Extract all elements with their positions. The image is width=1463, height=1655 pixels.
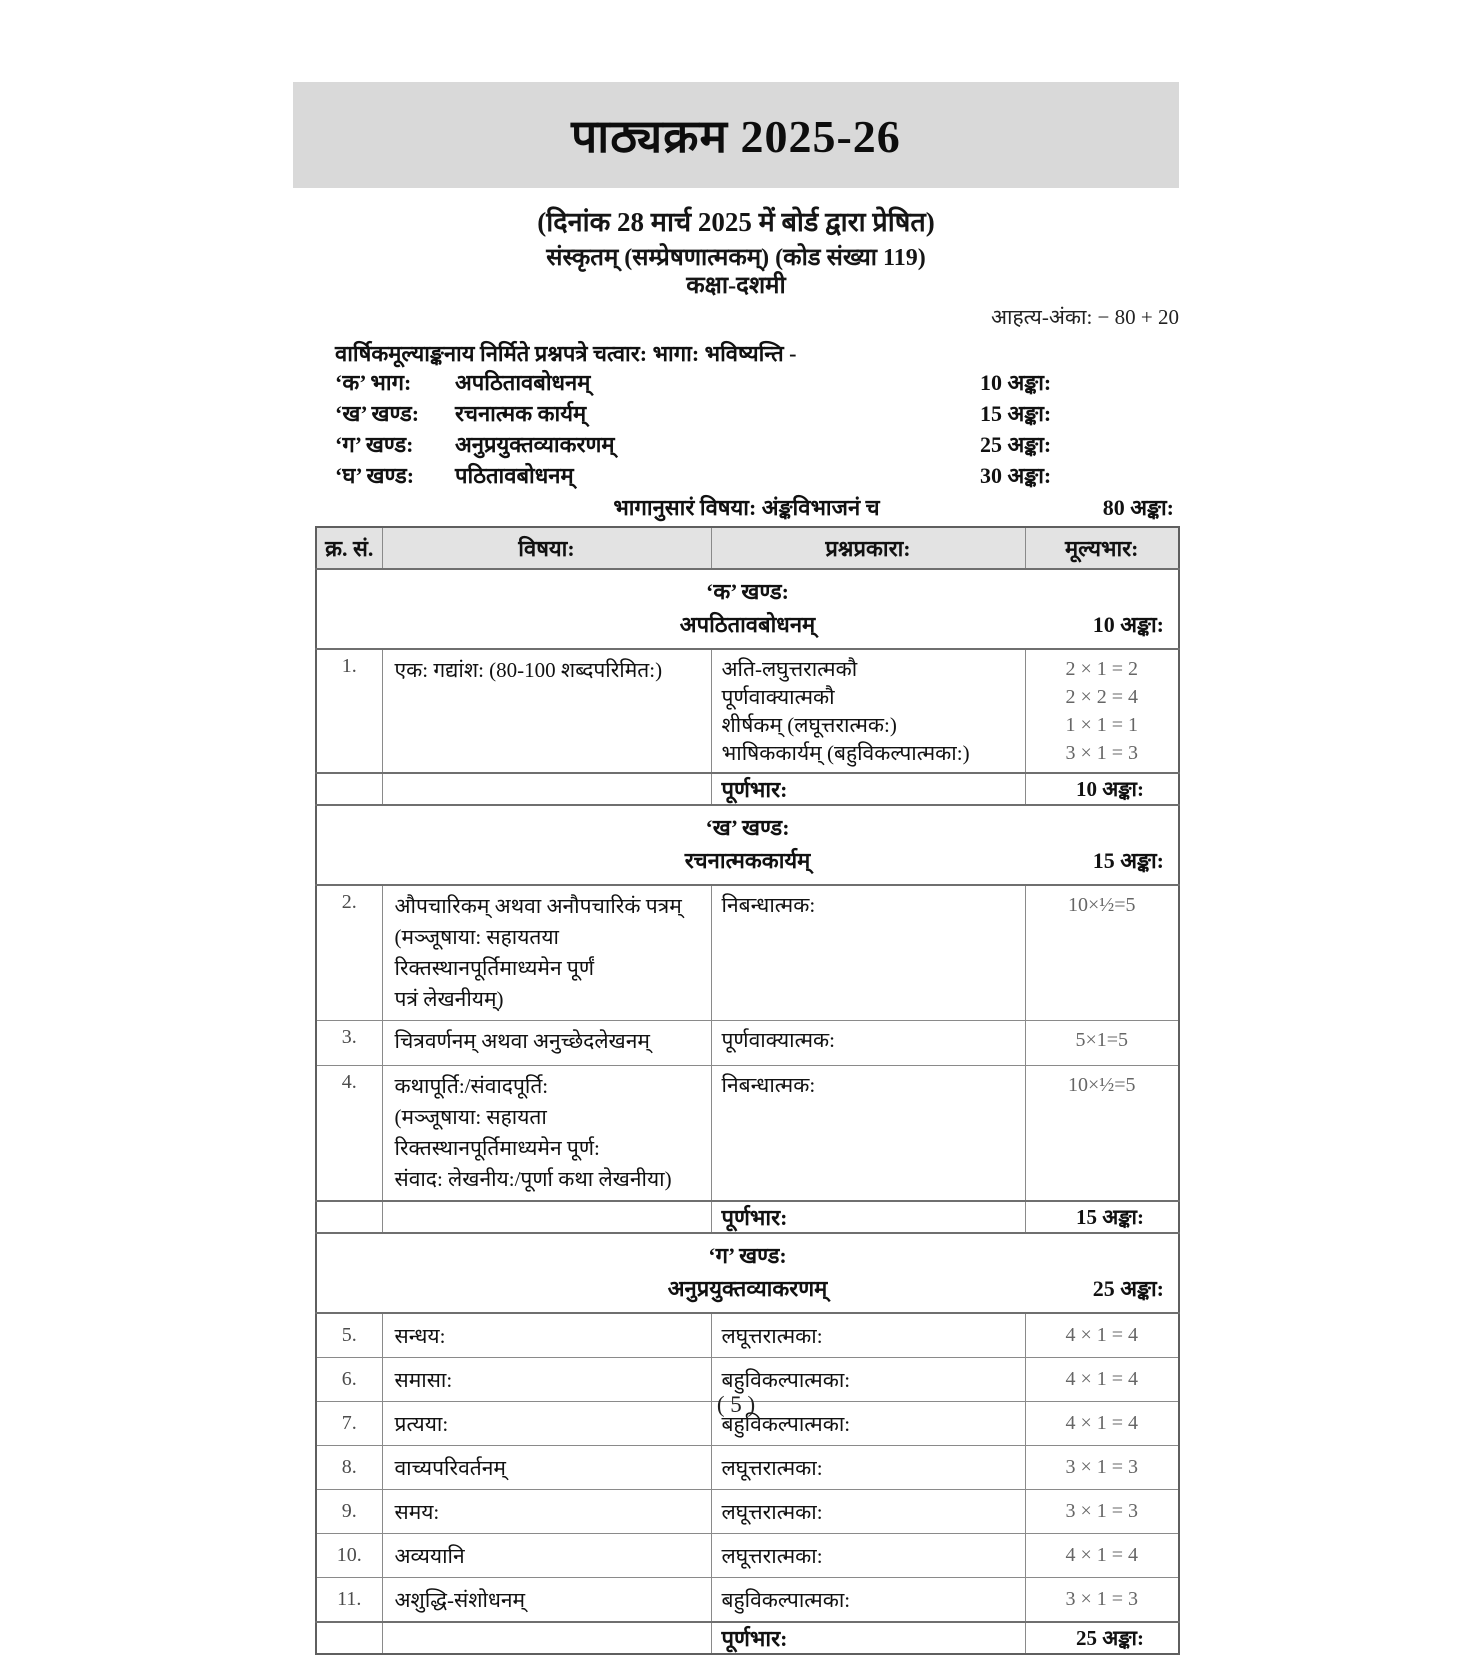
section-title: ‘ख’ खण्ड: bbox=[705, 815, 790, 840]
question-type-cell bbox=[711, 649, 1025, 773]
marks-cell bbox=[1025, 885, 1179, 1021]
serial-cell: 5. bbox=[316, 1313, 382, 1358]
total-label: पूर्णभार: bbox=[711, 1201, 1025, 1233]
total-row bbox=[316, 773, 1179, 805]
section-subtitle: अनुप्रयुक्तव्याकरणम् bbox=[667, 1276, 828, 1301]
topic-cell bbox=[382, 1066, 711, 1202]
parts-list-item bbox=[335, 366, 1181, 397]
section-cell bbox=[316, 805, 1179, 885]
serial-cell: 11. bbox=[316, 1578, 382, 1623]
question-type-line: अति-लघुत्तरात्मकौ bbox=[721, 657, 858, 681]
parts-list bbox=[335, 366, 1181, 490]
total-label: पूर्णभार: bbox=[711, 1622, 1025, 1654]
serial-cell: 10. bbox=[316, 1534, 382, 1578]
section-subtitle-line bbox=[317, 844, 1178, 877]
question-type-line: निबन्धात्मक: bbox=[721, 1073, 816, 1097]
table-row bbox=[316, 1313, 1179, 1358]
col-header-topic: विषया: bbox=[382, 527, 711, 569]
section-subtitle: रचनात्मककार्यम् bbox=[684, 848, 811, 873]
topic-line: कथापूर्ति:/संवादपूर्ति: bbox=[394, 1074, 549, 1098]
part-name: अनुप्रयुक्तव्याकरणम् bbox=[455, 431, 615, 457]
question-type-cell: लघूत्तरात्मका: bbox=[711, 1446, 1025, 1490]
section-cell bbox=[316, 1233, 1179, 1313]
topic-cell: अशुद्धि-संशोधनम् bbox=[382, 1578, 711, 1623]
board-sent-line: (दिनांक 28 मार्च 2025 में बोर्ड द्वारा प्रेषित) bbox=[537, 207, 935, 237]
empty-cell bbox=[316, 1622, 382, 1654]
marks-cell: 3 × 1 = 3 bbox=[1025, 1490, 1179, 1534]
part-marks: 30 अङ्का: bbox=[980, 462, 1052, 488]
part-key: ‘घ’ खण्ड: bbox=[335, 462, 415, 488]
marks-cell: 4 × 1 = 4 bbox=[1025, 1402, 1179, 1446]
topic-line: पत्रं लेखनीयम्) bbox=[394, 987, 504, 1011]
empty-cell bbox=[382, 1622, 711, 1654]
table-row bbox=[316, 1021, 1179, 1066]
topic-cell: अव्ययानि bbox=[382, 1534, 711, 1578]
section-cell bbox=[316, 569, 1179, 649]
marks-line: 1 × 1 = 1 bbox=[1065, 714, 1139, 736]
section-title: ‘क’ खण्ड: bbox=[706, 579, 789, 604]
topic-cell bbox=[382, 1021, 711, 1066]
page-number: ( 5 ) bbox=[716, 1392, 756, 1417]
question-type-cell: बहुविकल्पात्मका: bbox=[711, 1578, 1025, 1623]
topic-cell: समासा: bbox=[382, 1358, 711, 1402]
question-type-cell: लघूत्तरात्मका: bbox=[711, 1313, 1025, 1358]
serial-cell: 7. bbox=[316, 1402, 382, 1446]
parts-list-item bbox=[335, 397, 1181, 428]
marks-line: 10×½=5 bbox=[1067, 894, 1136, 916]
table-row bbox=[316, 649, 1179, 773]
marks-cell: 4 × 1 = 4 bbox=[1025, 1358, 1179, 1402]
marks-line: 5×1=5 bbox=[1075, 1029, 1129, 1051]
topic-cell: सन्धय: bbox=[382, 1313, 711, 1358]
topic-cell: वाच्यपरिवर्तनम् bbox=[382, 1446, 711, 1490]
part-key: ‘ख’ खण्ड: bbox=[335, 400, 420, 426]
topic-line: चित्रवर्णनम् अथवा अनुच्छेदलेखनम् bbox=[394, 1029, 650, 1053]
empty-cell bbox=[316, 773, 382, 805]
question-type-line: पूर्णवाक्यात्मकौ bbox=[721, 685, 835, 709]
table-row bbox=[316, 1578, 1179, 1623]
question-type-line: निबन्धात्मक: bbox=[721, 893, 816, 917]
serial-cell: 2. bbox=[316, 885, 382, 1021]
empty-cell bbox=[382, 1201, 711, 1233]
question-type-cell bbox=[711, 885, 1025, 1021]
table-caption bbox=[315, 492, 1178, 522]
empty-cell bbox=[316, 1201, 382, 1233]
page-title: पाठ्यक्रम 2025-26 bbox=[571, 111, 901, 162]
topic-line: एक: गद्यांश: (80-100 शब्दपरिमित:) bbox=[394, 658, 663, 682]
section-subtitle-line bbox=[317, 1272, 1178, 1305]
topic-cell: प्रत्यया: bbox=[382, 1402, 711, 1446]
marks-cell bbox=[1025, 1021, 1179, 1066]
section-subtitle: अपठितावबोधनम् bbox=[679, 612, 816, 637]
marks-cell bbox=[1025, 649, 1179, 773]
part-marks: 25 अङ्का: bbox=[980, 431, 1052, 457]
table-row bbox=[316, 1534, 1179, 1578]
total-label: पूर्णभार: bbox=[711, 773, 1025, 805]
parts-list-item bbox=[335, 428, 1181, 459]
marks-cell: 4 × 1 = 4 bbox=[1025, 1534, 1179, 1578]
part-marks: 10 अङ्का: bbox=[980, 369, 1052, 395]
total-row bbox=[316, 1622, 1179, 1654]
total-marks: 10 अङ्का: bbox=[1025, 773, 1179, 805]
question-type-line: भाषिककार्यम् (बहुविकल्पात्मका:) bbox=[721, 741, 970, 765]
serial-cell: 8. bbox=[316, 1446, 382, 1490]
marks-cell: 3 × 1 = 3 bbox=[1025, 1446, 1179, 1490]
topic-cell bbox=[382, 885, 711, 1021]
question-type-cell: बहुविकल्पात्मका: bbox=[711, 1358, 1025, 1402]
topic-line: औपचारिकम् अथवा अनौपचारिकं पत्रम् bbox=[394, 894, 682, 918]
marks-distribution-table bbox=[315, 526, 1180, 1655]
intro-line: वार्षिकमूल्याङ्कनाय निर्मिते प्रश्नपत्रे चत्वार: भागा: भविष्यन्ति - bbox=[335, 341, 797, 366]
marks-line: 2 × 1 = 2 bbox=[1065, 658, 1139, 680]
section-row-ka bbox=[316, 569, 1179, 649]
serial-cell: 1. bbox=[316, 649, 382, 773]
question-type-cell: लघूत्तरात्मका: bbox=[711, 1534, 1025, 1578]
section-marks: 10 अङ्का: bbox=[1092, 612, 1164, 637]
marks-line: 3 × 1 = 3 bbox=[1065, 742, 1139, 764]
section-title: ‘ग’ खण्ड: bbox=[708, 1243, 787, 1268]
topic-cell: समय: bbox=[382, 1490, 711, 1534]
part-key: ‘ग’ खण्ड: bbox=[335, 431, 414, 457]
section-marks: 15 अङ्का: bbox=[1092, 848, 1164, 873]
question-type-cell bbox=[711, 1066, 1025, 1202]
title-band bbox=[293, 82, 1179, 188]
marks-line: 10×½=5 bbox=[1067, 1074, 1136, 1096]
col-header-question-type: प्रश्नप्रकारा: bbox=[711, 527, 1025, 569]
empty-cell bbox=[382, 773, 711, 805]
parts-list-item bbox=[335, 459, 1181, 490]
col-header-serial: क्र. सं. bbox=[316, 527, 382, 569]
total-marks-note: आहत्य-अंका: − 80 + 20 bbox=[990, 305, 1179, 329]
marks-cell: 4 × 1 = 4 bbox=[1025, 1313, 1179, 1358]
topic-line: (मञ्जूषाया: सहायता रिक्तस्थानपूर्तिमाध्यमेन पूर्ण: bbox=[394, 1105, 600, 1160]
serial-cell: 3. bbox=[316, 1021, 382, 1066]
col-header-weightage: मूल्यभार: bbox=[1025, 527, 1179, 569]
subject-code-line: संस्कृतम् (सम्प्रेषणात्मकम्) (कोड संख्या 119) bbox=[546, 245, 926, 271]
table-header-row bbox=[316, 527, 1179, 569]
section-marks: 25 अङ्का: bbox=[1092, 1276, 1164, 1301]
section-row-ga bbox=[316, 1233, 1179, 1313]
table-caption-text: भागानुसारं विषया: अंङ्कविभाजनं च bbox=[613, 495, 880, 520]
marks-line: 2 × 2 = 4 bbox=[1065, 686, 1139, 708]
table-row bbox=[316, 1066, 1179, 1202]
question-type-line: पूर्णवाक्यात्मक: bbox=[721, 1028, 836, 1052]
question-type-line: शीर्षकम् (लघूत्तरात्मक:) bbox=[721, 713, 897, 737]
table-caption-marks: 80 अङ्का: bbox=[1102, 495, 1174, 520]
part-marks: 15 अङ्का: bbox=[980, 400, 1052, 426]
serial-cell: 9. bbox=[316, 1490, 382, 1534]
total-row bbox=[316, 1201, 1179, 1233]
total-marks: 25 अङ्का: bbox=[1025, 1622, 1179, 1654]
part-name: पठितावबोधनम् bbox=[455, 462, 574, 488]
topic-line: संवाद: लेखनीय:/पूर्णा कथा लेखनीया) bbox=[394, 1167, 672, 1191]
question-type-cell: बहुविकल्पात्मका: bbox=[711, 1402, 1025, 1446]
table-row bbox=[316, 1446, 1179, 1490]
question-type-cell bbox=[711, 1021, 1025, 1066]
part-key: ‘क’ भाग: bbox=[335, 369, 412, 395]
topic-cell bbox=[382, 649, 711, 773]
marks-cell bbox=[1025, 1066, 1179, 1202]
part-name: रचनात्मक कार्यम् bbox=[455, 400, 587, 426]
marks-cell: 3 × 1 = 3 bbox=[1025, 1578, 1179, 1623]
question-type-cell: लघूत्तरात्मका: bbox=[711, 1490, 1025, 1534]
table-row bbox=[316, 885, 1179, 1021]
topic-line: (मञ्जूषाया: सहायतया रिक्तस्थानपूर्तिमाध्यमेन पूर्णं bbox=[394, 925, 594, 980]
serial-cell: 6. bbox=[316, 1358, 382, 1402]
table-row bbox=[316, 1490, 1179, 1534]
section-row-kha bbox=[316, 805, 1179, 885]
serial-cell: 4. bbox=[316, 1066, 382, 1202]
class-line: कक्षा-दशमी bbox=[686, 273, 786, 299]
part-name: अपठितावबोधनम् bbox=[455, 369, 591, 395]
total-marks: 15 अङ्का: bbox=[1025, 1201, 1179, 1233]
section-subtitle-line bbox=[317, 608, 1178, 641]
